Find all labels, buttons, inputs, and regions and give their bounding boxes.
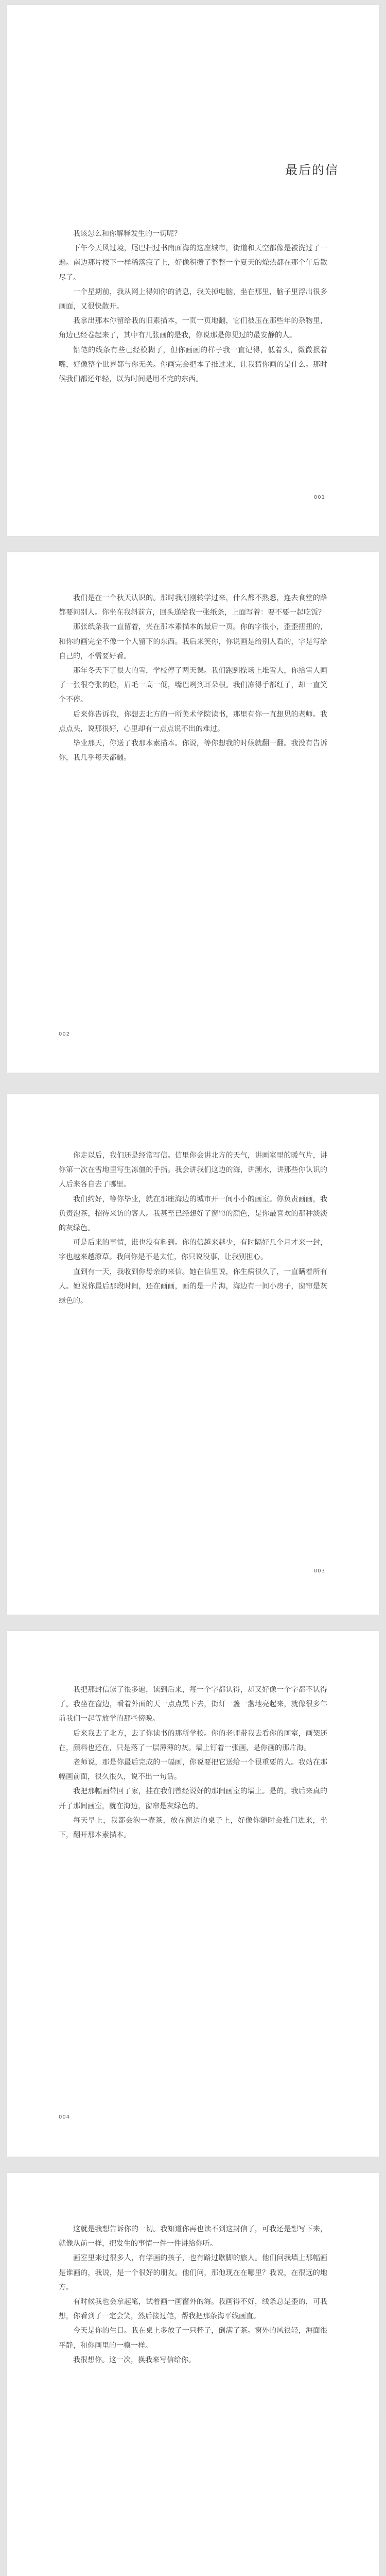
paragraph: 后来我去了北方，去了你读书的那所学校。你的老师带我去看你的画室，画架还在，颜料也还在，只是落了一层薄薄的灰。墙上钉着一张画，是你画的那片海。 — [59, 1729, 327, 1752]
paragraph: 我们是在一个秋天认识的。那时我刚刚转学过来，什么都不熟悉，连去食堂的路都要问别人。你坐在我斜前方，回头递给我一张纸条，上面写着：要不要一起吃饭？ — [59, 594, 327, 617]
page-3-text — [59, 1148, 327, 1308]
paragraph: 我该怎么和你解释发生的一切呢？ — [73, 230, 181, 238]
paragraph: 那年冬天下了很大的雪，学校停了两天课。我们跑到操场上堆雪人，你给雪人画了一张很夸张的脸，眉毛一高一低，嘴巴咧到耳朵根。我们冻得手都红了，却一直笑个不停。 — [59, 667, 327, 704]
chapter-title: 最后的信 — [285, 163, 339, 177]
paragraph: 直到有一天，我收到你母亲的来信。她在信里说，你生病很久了，一直瞒着所有人。她说你最后那段时间，还在画画，画的是一片海，海边有一间小房子，窗帘是灰绿色的。 — [59, 1267, 327, 1306]
paragraph: 今天是你的生日。我在桌上多放了一只杯子，倒满了茶。窗外的风很轻，海面很平静，和你画里的一模一样。 — [59, 2327, 327, 2350]
page-number: 001 — [313, 495, 325, 500]
paragraph: 画室里来过很多人，有学画的孩子，也有路过歇脚的旅人。他们问我墙上那幅画是谁画的，我说，是一个很好的朋友。他们问，那他现在在哪里？我说，在很远的地方。 — [59, 2254, 327, 2292]
paragraph: 我们约好，等你毕业，就在那座海边的城市开一间小小的画室。你负责画画，我负责泡茶，招待来访的客人。我甚至已经想好了窗帘的颜色，是你最喜欢的那种淡淡的灰绿色。 — [59, 1195, 327, 1233]
paragraph: 后来你告诉我，你想去北方的一所美术学院读书，那里有你一直想见的老师。我点点头，说那很好，心里却有一点点说不出的难过。 — [59, 710, 327, 733]
paragraph: 你走以后，我们还是经常写信。信里你会讲北方的天气，讲画室里的暖气片，讲你第一次在雪地里写生冻僵的手指。我会讲我们这边的海，讲潮水，讲那些你认识的人后来各自去了哪里。 — [59, 1151, 327, 1189]
page-3 — [7, 1094, 379, 1615]
paragraph: 老师说，那是你最后完成的一幅画，你说要把它送给一个很重要的人。我站在那幅画前面，很久很久，说不出一句话。 — [59, 1758, 327, 1782]
paragraph: 有时候我也会拿起笔，试着画一画窗外的海。我画得不好，线条总是歪的，可我想，你看到了一定会笑，然后接过笔，帮我把那条海平线画直。 — [59, 2298, 327, 2321]
page-number: 003 — [313, 1568, 325, 1574]
paragraph: 每天早上，我都会泡一壶茶，放在窗边的桌子上，好像你随时会推门进来，坐下，翻开那本素描本。 — [59, 1816, 327, 1840]
page-5 — [7, 2173, 379, 2576]
page-5-text — [59, 2222, 327, 2367]
page-1-text — [59, 227, 327, 386]
paragraph: 这就是我想告诉你的一切。我知道你再也读不到这封信了，可我还是想写下来，就像从前一样，把发生的事情一件一件讲给你听。 — [59, 2225, 327, 2248]
paragraph: 我把那封信读了很多遍，读到后来，每一个字都认得，却又好像一个字都不认得了。我坐在窗边，看着外面的天一点点黑下去，街灯一盏一盏地亮起来，就像很多年前我们一起等放学的那些傍晚。 — [59, 1686, 327, 1723]
paragraph: 我很想你。这一次，换我来写信给你。 — [73, 2355, 196, 2364]
paragraph: 下午今天风过境，尾巴扫过书南面海的这座城市，街道和天空都像是被洗过了一遍。南边那片楼下一样稀落寂了上，好像积攒了整整一个夏天的燥热都在那个午后散尽了。 — [59, 244, 327, 282]
page-number: 002 — [59, 1031, 71, 1037]
page-4 — [7, 1631, 379, 2157]
page-1 — [7, 5, 379, 536]
paragraph: 我拿出那本你留给我的旧素描本，一页一页地翻，它们被压在那些年的杂物里，角边已经卷起来了，其中有几张画的是我，你说那是你见过的最安静的人。 — [59, 317, 327, 340]
page-2-text — [59, 591, 327, 765]
paragraph: 我把那幅画带回了家，挂在我们曾经说好的那间画室的墙上。是的，我后来真的开了那间画室，就在海边，窗帘是灰绿色的。 — [59, 1787, 327, 1810]
page-4-text — [59, 1683, 327, 1842]
paragraph: 毕业那天，你送了我那本素描本。你说，等你想我的时候就翻一翻。我没有告诉你，我几乎每天都翻。 — [59, 739, 327, 762]
paragraph: 一个星期前，我从网上得知你的消息，我关掉电脑，坐在那里，脑子里浮出很多画面，又很快散开。 — [59, 287, 327, 311]
page-2 — [7, 552, 379, 1073]
paragraph: 那张纸条我一直留着，夹在那本素描本的最后一页。你的字很小，歪歪扭扭的，和你的画完全不像一个人留下的东西。我后来笑你，你说画是给别人看的，字是写给自己的，不需要好看。 — [59, 623, 327, 660]
paragraph: 铅笔的线条有些已经模糊了，但你画画的样子我一直记得，低着头，微微抿着嘴，好像整个世界都与你无关。你画完会把本子推过来，让我猜你画的是什么。那时候我们都还年轻，以为时间是用不完的东西。 — [59, 346, 327, 384]
paragraph: 可是后来的事情，谁也没有料到。你的信越来越少，有时隔好几个月才来一封，字也越来越潦草。我问你是不是太忙，你只说没事，让我别担心。 — [59, 1239, 327, 1262]
page-number: 004 — [59, 2114, 71, 2120]
